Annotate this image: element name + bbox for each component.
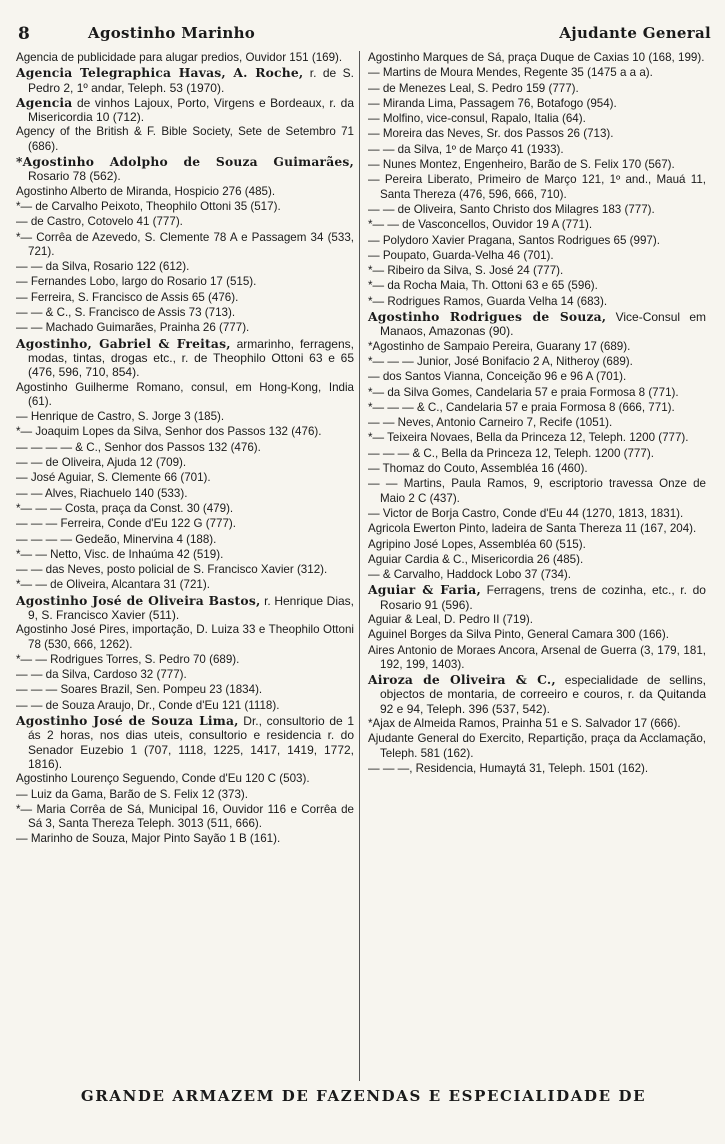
directory-entry bbox=[14, 381, 354, 410]
directory-entry bbox=[366, 203, 706, 217]
entry-text: — — Machado Guimarães, Prainha 26 (777). bbox=[16, 321, 250, 335]
entry-heading: Agencia bbox=[16, 94, 73, 110]
entry-text: *— — de Oliveira, Alcantara 31 (721). bbox=[16, 578, 210, 592]
entry-text: — & Carvalho, Haddock Lobo 37 (734). bbox=[368, 568, 572, 582]
directory-entry bbox=[14, 200, 354, 214]
directory-entry bbox=[14, 517, 354, 531]
directory-entry bbox=[14, 563, 354, 577]
entry-text: *Agostinho de Sampaio Pereira, Guarany 17 (689). bbox=[368, 339, 631, 353]
entry-text: — — —, Residencia, Humaytá 31, Teleph. 1501 (162). bbox=[368, 761, 649, 775]
entry-text: — — & C., S. Francisco de Assis 73 (713). bbox=[16, 306, 236, 320]
directory-entry bbox=[366, 97, 706, 111]
entry-text: Agostinho Lourenço Seguendo, Conde d'Eu 120 C (503). bbox=[16, 772, 310, 786]
entry-text: — Miranda Lima, Passagem 76, Botafogo (954). bbox=[368, 96, 617, 110]
directory-entry bbox=[366, 355, 706, 369]
entry-text: — — de Souza Araujo, Dr., Conde d'Eu 121 (1118). bbox=[16, 698, 280, 712]
entry-text: Aires Antonio de Moraes Ancora, Arsenal de Guerra (3, 179, 181, 192, 199, 1403). bbox=[368, 643, 706, 671]
entry-text: *— Maria Corrêa de Sá, Municipal 16, Ouvidor 116 e Corrêa de Sá 3, Santa Thereza Teleph. 3013 (511, 666). bbox=[16, 802, 354, 831]
directory-entry bbox=[14, 321, 354, 335]
directory-entry bbox=[366, 416, 706, 430]
entry-text: *— Rodrigues Ramos, Guarda Velha 14 (683). bbox=[368, 294, 608, 308]
left-column bbox=[14, 51, 354, 1081]
entry-text: *— — Rodrigues Torres, S. Pedro 70 (689). bbox=[16, 652, 240, 666]
entry-text: — Nunes Montez, Engenheiro, Barão de S. Felix 170 (567). bbox=[368, 158, 675, 172]
directory-entry bbox=[14, 231, 354, 260]
directory-entry bbox=[366, 279, 706, 293]
directory-entry bbox=[14, 215, 354, 229]
directory-entry bbox=[366, 507, 706, 521]
directory-entry bbox=[366, 295, 706, 309]
directory-entry bbox=[366, 732, 706, 761]
directory-entry bbox=[14, 788, 354, 802]
directory-entry bbox=[14, 337, 354, 380]
entry-text: Aguinel Borges da Silva Pinto, General Camara 300 (166). bbox=[368, 628, 669, 642]
entry-text: *— da Rocha Maia, Th. Ottoni 63 e 65 (596). bbox=[368, 279, 598, 293]
entry-text: — Moreira das Neves, Sr. dos Passos 26 (713). bbox=[368, 127, 614, 141]
entry-text: — Victor de Borja Castro, Conde d'Eu 44 (1270, 1813, 1831). bbox=[368, 506, 684, 520]
entry-text: — — de Oliveira, Santo Christo dos Milagres 183 (777). bbox=[368, 202, 655, 216]
entry-text: — — Alves, Riachuelo 140 (533). bbox=[16, 486, 188, 500]
entry-text: — — — — Gedeão, Minervina 4 (188). bbox=[16, 532, 217, 546]
directory-entry bbox=[14, 594, 354, 623]
directory-entry bbox=[366, 158, 706, 172]
entry-text: r. de S. Pedro 2, 1º andar, Teleph. 53 (1970). bbox=[28, 66, 354, 95]
entry-text: — Ferreira, S. Francisco de Assis 65 (476). bbox=[16, 290, 239, 304]
columns bbox=[14, 51, 714, 1081]
entry-text: Agostinho Marques de Sá, praça Duque de Caxias 10 (168, 199). bbox=[368, 51, 705, 64]
directory-entry bbox=[366, 51, 706, 65]
directory-entry bbox=[14, 260, 354, 274]
footer-banner: GRANDE ARMAZEM DE FAZENDAS E ESPECIALIDADE DE bbox=[80, 1087, 647, 1105]
directory-entry bbox=[14, 275, 354, 289]
entry-text: Agencia de publicidade para alugar predios, Ouvidor 151 (169). bbox=[16, 51, 343, 64]
directory-entry bbox=[14, 155, 354, 184]
directory-entry bbox=[14, 425, 354, 439]
directory-entry bbox=[366, 717, 706, 731]
entry-text: Agostinho Guilherme Romano, consul, em Hong-Kong, India (61). bbox=[16, 380, 354, 408]
entry-text: — Fernandes Lobo, largo do Rosario 17 (515). bbox=[16, 275, 257, 289]
directory-entry bbox=[366, 447, 706, 461]
entry-text: Agricola Ewerton Pinto, ladeira de Santa Thereza 11 (167, 204). bbox=[368, 522, 697, 536]
entry-text: — Marinho de Souza, Major Pinto Sayão 1 B (161). bbox=[16, 832, 281, 846]
entry-heading: Agencia Telegraphica Havas, A. Roche, bbox=[16, 65, 304, 81]
running-head-left: Agostinho Marinho bbox=[88, 24, 256, 42]
directory-entry bbox=[366, 538, 706, 552]
directory-entry bbox=[366, 431, 706, 445]
directory-entry bbox=[14, 548, 354, 562]
entry-text: *— Joaquim Lopes da Silva, Senhor dos Passos 132 (476). bbox=[16, 425, 322, 439]
directory-entry bbox=[14, 456, 354, 470]
directory-entry bbox=[366, 568, 706, 582]
entry-text: — — — Soares Brazil, Sen. Pompeu 23 (1834). bbox=[16, 683, 263, 697]
page-number: 8 bbox=[18, 24, 30, 44]
column-divider bbox=[359, 51, 360, 1081]
directory-entry bbox=[366, 143, 706, 157]
directory-entry bbox=[14, 185, 354, 199]
entry-text: — Luiz da Gama, Barão de S. Felix 12 (373). bbox=[16, 787, 248, 801]
directory-entry bbox=[14, 66, 354, 95]
directory-entry bbox=[366, 762, 706, 776]
directory-entry bbox=[14, 51, 354, 65]
entry-text: Aguiar Cardia & C., Misericordia 26 (485). bbox=[368, 552, 584, 566]
entry-text: *— — — & C., Candelaria 57 e praia Formosa 8 (666, 771). bbox=[368, 400, 675, 414]
entry-text: — Thomaz do Couto, Assembléa 16 (460). bbox=[368, 462, 588, 476]
entry-text: — — Neves, Antonio Carneiro 7, Recife (1051). bbox=[368, 416, 613, 430]
entry-text: armarinho, ferragens, modas, tintas, drogas etc., r. de Theophilo Ottoni 63 e 65 (476, 596, 710, 854). bbox=[28, 336, 354, 380]
entry-text: *— de Carvalho Peixoto, Theophilo Ottoni 35 (517). bbox=[16, 199, 281, 213]
entry-text: — — da Silva, 1º de Março 41 (1933). bbox=[368, 142, 564, 156]
directory-entry bbox=[14, 441, 354, 455]
directory-entry bbox=[14, 623, 354, 652]
entry-text: Ferragens, trens de cozinha, etc., r. do Rosario 91 (596). bbox=[380, 583, 706, 612]
entry-text: — Molfino, vice-consul, Rapalo, Italia (64). bbox=[368, 112, 586, 126]
directory-entry bbox=[14, 502, 354, 516]
directory-entry bbox=[14, 291, 354, 305]
directory-entry bbox=[14, 410, 354, 424]
entry-text: — Pereira Liberato, Primeiro de Março 121, 1º and., Mauá 11, Santa Thereza (476, 596, 666, 710). bbox=[368, 173, 706, 201]
entry-text: *— da Silva Gomes, Candelaria 57 e praia Formosa 8 (771). bbox=[368, 385, 679, 399]
entry-text: — — — & C., Bella da Princeza 12, Teleph. 1200 (777). bbox=[368, 446, 654, 460]
directory-entry bbox=[366, 127, 706, 141]
entry-text: de vinhos Lajoux, Porto, Virgens e Bordeaux, r. da Misericordia 10 (712). bbox=[28, 95, 354, 125]
entry-text: r. Henrique Dias, 9, S. Francisco Xavier (511). bbox=[28, 593, 354, 622]
directory-entry bbox=[14, 533, 354, 547]
entry-text: — — da Silva, Cardoso 32 (777). bbox=[16, 668, 187, 682]
entry-text: — — — Ferreira, Conde d'Eu 122 G (777). bbox=[16, 517, 237, 531]
entry-text: — — das Neves, posto policial de S. Francisco Xavier (312). bbox=[16, 563, 328, 577]
directory-entry bbox=[14, 683, 354, 697]
directory-entry bbox=[14, 487, 354, 501]
directory-entry bbox=[366, 673, 706, 716]
entry-heading: Agostinho, Gabriel & Freitas, bbox=[16, 335, 231, 351]
entry-text: Agripino José Lopes, Assembléa 60 (515). bbox=[368, 537, 586, 551]
directory-entry bbox=[366, 462, 706, 476]
directory-entry bbox=[14, 714, 354, 771]
directory-entry bbox=[366, 234, 706, 248]
entry-text: Agostinho José Pires, importação, D. Luiza 33 e Theophilo Ottoni 78 (530, 666, 1262). bbox=[16, 623, 354, 651]
entry-text: Dr., consultorio de 1 ás 2 horas, nos dias uteis, consultorio e residencia r. do Senador Euzebio 1 (707, 1118, 1225, 1417, 1419, 1772, 1816). bbox=[28, 714, 354, 771]
directory-entry bbox=[366, 553, 706, 567]
directory-entry bbox=[366, 583, 706, 612]
directory-entry bbox=[14, 699, 354, 713]
entry-text: *Ajax de Almeida Ramos, Prainha 51 e S. Salvador 17 (666). bbox=[368, 717, 681, 731]
directory-entry bbox=[366, 218, 706, 232]
entry-text: — de Menezes Leal, S. Pedro 159 (777). bbox=[368, 81, 579, 95]
entry-text: Agency of the British & F. Bible Society, Sete de Setembro 71 (686). bbox=[16, 125, 354, 153]
entry-text: *— Corrêa de Azevedo, S. Clemente 78 A e Passagem 34 (533, 721). bbox=[16, 230, 354, 258]
entry-heading: Agostinho Rodrigues de Souza, bbox=[368, 309, 607, 325]
directory-entry bbox=[366, 66, 706, 80]
entry-text: Ajudante General do Exercito, Repartição, praça da Acclamação, Teleph. 581 (162). bbox=[368, 732, 706, 760]
entry-text: — Poupato, Guarda-Velha 46 (701). bbox=[368, 248, 554, 262]
entry-text: — Martins de Moura Mendes, Regente 35 (1475 a a a). bbox=[368, 66, 653, 80]
directory-entry bbox=[14, 125, 354, 154]
entry-heading: Aguiar & Faria, bbox=[368, 582, 481, 598]
entry-text: — José Aguiar, S. Clemente 66 (701). bbox=[16, 471, 211, 485]
entry-text: especialidade de sellins, objectos de montaria, de correeiro e couros, r. da Quitanda 92 e 94, Teleph. 396 (537, 542). bbox=[380, 673, 706, 716]
directory-entry bbox=[14, 96, 354, 125]
directory-entry bbox=[366, 112, 706, 126]
directory-entry bbox=[14, 306, 354, 320]
entry-heading: *Agostinho Adolpho de Souza Guimarães, bbox=[16, 154, 354, 170]
directory-entry bbox=[14, 653, 354, 667]
entry-heading: Airoza de Oliveira & C., bbox=[368, 672, 556, 688]
entry-text: — de Castro, Cotovelo 41 (777). bbox=[16, 215, 183, 229]
entry-text: Rosario 78 (562). bbox=[28, 169, 121, 184]
entry-heading: Agostinho José de Oliveira Bastos, bbox=[16, 592, 261, 608]
directory-entry bbox=[14, 803, 354, 832]
directory-entry bbox=[366, 370, 706, 384]
directory-entry bbox=[14, 832, 354, 846]
directory-entry bbox=[366, 386, 706, 400]
entry-text: Aguiar & Leal, D. Pedro II (719). bbox=[368, 612, 533, 626]
entry-text: *— — — Costa, praça da Const. 30 (479). bbox=[16, 501, 234, 515]
directory-entry bbox=[366, 82, 706, 96]
entry-text: — — da Silva, Rosario 122 (612). bbox=[16, 260, 190, 274]
directory-entry bbox=[366, 340, 706, 354]
directory-entry bbox=[366, 249, 706, 263]
directory-entry bbox=[14, 668, 354, 682]
directory-entry bbox=[366, 628, 706, 642]
directory-entry bbox=[366, 401, 706, 415]
entry-text: — Polydoro Xavier Pragana, Santos Rodrigues 65 (997). bbox=[368, 233, 660, 247]
page-header bbox=[18, 24, 711, 46]
running-head-right: Ajudante General bbox=[559, 24, 711, 42]
entry-text: *— — de Vasconcellos, Ouvidor 19 A (771). bbox=[368, 218, 593, 232]
entry-text: *— Ribeiro da Silva, S. José 24 (777). bbox=[368, 264, 564, 278]
right-column bbox=[366, 51, 706, 1081]
entry-text: Agostinho Alberto de Miranda, Hospicio 276 (485). bbox=[16, 184, 276, 198]
directory-entry bbox=[366, 522, 706, 536]
entry-text: Vice-Consul em Manaos, Amazonas (90). bbox=[380, 310, 706, 339]
directory-entry bbox=[14, 471, 354, 485]
entry-text: *— — — Junior, José Bonifacio 2 A, Nitheroy (689). bbox=[368, 354, 633, 368]
entry-text: — — Martins, Paula Ramos, 9, escriptorio travessa Onze de Maio 2 C (437). bbox=[368, 477, 706, 505]
entry-heading: Agostinho José de Souza Lima, bbox=[16, 713, 239, 729]
entry-text: *— — Netto, Visc. de Inhaúma 42 (519). bbox=[16, 547, 224, 561]
directory-entry bbox=[14, 772, 354, 786]
directory-entry bbox=[14, 578, 354, 592]
directory-entry bbox=[366, 613, 706, 627]
directory-entry bbox=[366, 264, 706, 278]
entry-text: — Henrique de Castro, S. Jorge 3 (185). bbox=[16, 410, 225, 424]
directory-entry bbox=[366, 310, 706, 339]
entry-text: *— Teixeira Novaes, Bella da Princeza 12, Teleph. 1200 (777). bbox=[368, 431, 689, 445]
directory-entry bbox=[366, 477, 706, 506]
directory-entry bbox=[366, 173, 706, 202]
entry-text: — — de Oliveira, Ajuda 12 (709). bbox=[16, 456, 187, 470]
directory-entry bbox=[366, 644, 706, 673]
entry-text: — dos Santos Vianna, Conceição 96 e 96 A (701). bbox=[368, 370, 627, 384]
entry-text: — — — — & C., Senhor dos Passos 132 (476). bbox=[16, 440, 261, 454]
